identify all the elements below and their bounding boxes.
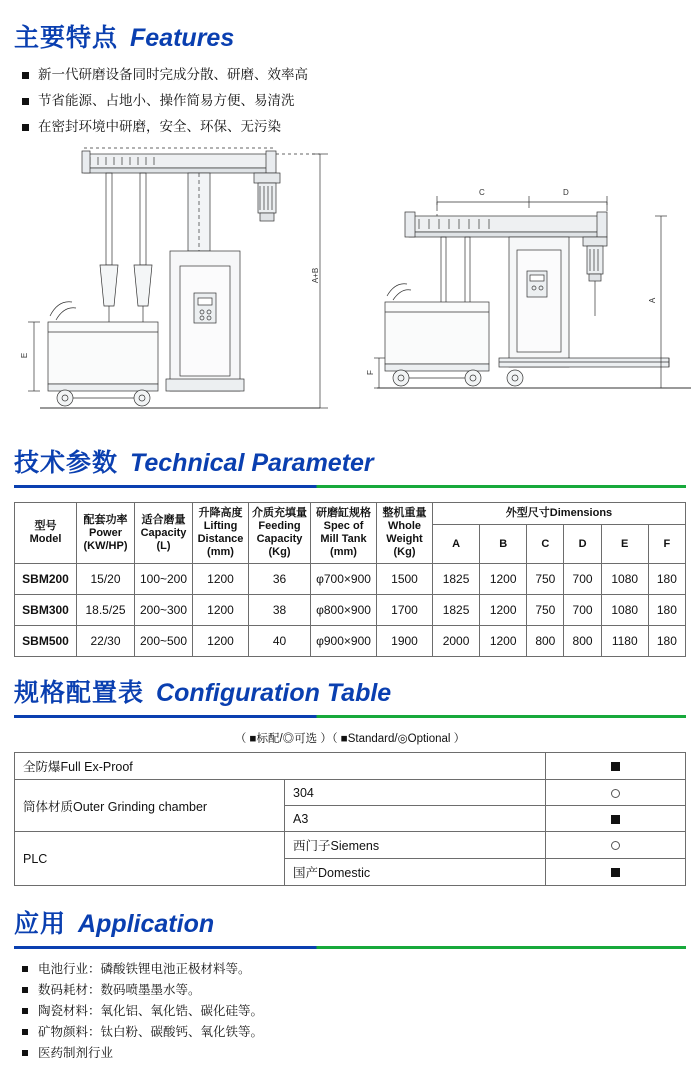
cell-dim-b: 1200 (480, 626, 527, 657)
cell-config-mark (546, 806, 686, 832)
cell-dim-d: 700 (564, 564, 601, 595)
table-row (15, 626, 686, 657)
config-title-en: Configuration Table (156, 679, 392, 707)
th-dimensions-group: 外型尺寸Dimensions (433, 503, 686, 525)
tech-heading (14, 443, 686, 479)
cell-dim-d: 700 (564, 595, 601, 626)
dim-label-e: E (20, 352, 30, 359)
cell-config-mark (546, 753, 686, 780)
standard-marker-icon (611, 868, 620, 877)
table-row (15, 753, 686, 780)
cell-config-mark (546, 832, 686, 859)
cell-dim-c: 750 (527, 595, 564, 626)
cell-tank: φ700×900 (311, 564, 377, 595)
cell-dim-f: 180 (648, 595, 685, 626)
optional-marker-icon (611, 789, 620, 798)
th-dim-b: B (480, 525, 527, 564)
cell-config-option: 西门子Siemens (285, 832, 546, 859)
cell-dim-f: 180 (648, 564, 685, 595)
th-capacity: 适合磨量 Capacity (L) (135, 503, 193, 564)
cell-dim-e: 1080 (601, 595, 648, 626)
cell-feeding: 40 (249, 626, 311, 657)
list-item: 电池行业：磷酸铁锂电池正极材料等。 (20, 959, 686, 980)
cell-lifting: 1200 (193, 626, 249, 657)
application-divider (14, 946, 686, 949)
cell-capacity: 200~500 (135, 626, 193, 657)
th-tank: 研磨缸规格 Spec of Mill Tank (mm) (311, 503, 377, 564)
cell-capacity: 100~200 (135, 564, 193, 595)
application-title-cn: 应用 (14, 910, 67, 938)
cell-config-name: 全防爆Full Ex-Proof (15, 753, 546, 780)
cell-dim-a: 1825 (433, 564, 480, 595)
technical-drawings (14, 146, 686, 441)
tech-divider (14, 485, 686, 488)
tech-parameter-table (14, 502, 686, 657)
config-legend: （ ■标配/◎可选 ）（ ■Standard/◎Optional ） (234, 733, 466, 745)
list-item: 在密封环境中研磨，安全、环保、无污染 (20, 116, 686, 138)
cell-config-name: PLC (15, 832, 285, 886)
cell-config-mark (546, 859, 686, 886)
table-row (15, 595, 686, 626)
dim-label-a-plus-b: A+B (311, 267, 321, 284)
cell-dim-b: 1200 (480, 564, 527, 595)
cell-model: SBM200 (15, 564, 77, 595)
cell-weight: 1900 (377, 626, 433, 657)
dim-label-f: F (365, 370, 375, 375)
cell-model: SBM500 (15, 626, 77, 657)
tech-title-cn: 技术参数 (14, 449, 119, 477)
table-row (15, 564, 686, 595)
cell-lifting: 1200 (193, 595, 249, 626)
optional-marker-icon (611, 841, 620, 850)
cell-dim-c: 750 (527, 564, 564, 595)
th-dim-a: A (433, 525, 480, 564)
cell-dim-f: 180 (648, 626, 685, 657)
th-weight: 整机重量 Whole Weight (Kg) (377, 503, 433, 564)
application-heading (14, 904, 686, 940)
standard-marker-icon (611, 815, 620, 824)
drawing-side-view (365, 146, 699, 441)
tech-title-en: Technical Parameter (130, 449, 374, 477)
application-list (20, 959, 686, 1064)
th-dim-c: C (527, 525, 564, 564)
features-title-cn: 主要特点 (14, 24, 119, 52)
dim-label-c: C (479, 188, 485, 197)
th-feeding: 介质充填量 Feeding Capacity (Kg) (249, 503, 311, 564)
cell-dim-b: 1200 (480, 595, 527, 626)
cell-dim-e: 1080 (601, 564, 648, 595)
cell-lifting: 1200 (193, 564, 249, 595)
th-dim-d: D (564, 525, 601, 564)
list-item: 节省能源、占地小、操作简易方便、易清洗 (20, 90, 686, 112)
th-power: 配套功率 Power (KW/HP) (77, 503, 135, 564)
cell-capacity: 200~300 (135, 595, 193, 626)
cell-power: 22/30 (77, 626, 135, 657)
cell-tank: φ900×900 (311, 626, 377, 657)
dim-label-d: D (563, 188, 569, 197)
cell-dim-d: 800 (564, 626, 601, 657)
cell-config-option: A3 (285, 806, 546, 832)
cell-dim-e: 1180 (601, 626, 648, 657)
table-row (15, 780, 686, 806)
cell-dim-c: 800 (527, 626, 564, 657)
cell-dim-a: 1825 (433, 595, 480, 626)
th-lifting: 升降高度 Lifting Distance (mm) (193, 503, 249, 564)
list-item: 新一代研磨设备同时完成分散、研磨、效率高 (20, 64, 686, 86)
cell-weight: 1500 (377, 564, 433, 595)
cell-config-mark (546, 780, 686, 806)
drawing-front-view (20, 146, 340, 441)
table-header-row (15, 503, 686, 525)
standard-marker-icon (611, 762, 620, 771)
dim-label-a: A (648, 297, 658, 304)
cell-config-option: 304 (285, 780, 546, 806)
th-model: 型号 Model (15, 503, 77, 564)
cell-model: SBM300 (15, 595, 77, 626)
th-dim-e: E (601, 525, 648, 564)
config-title-cn: 规格配置表 (14, 679, 145, 707)
config-divider (14, 715, 686, 718)
list-item: 陶瓷材料：氧化铝、氧化锆、碳化硅等。 (20, 1001, 686, 1022)
list-item: 数码耗材：数码喷墨墨水等。 (20, 980, 686, 1001)
list-item: 医药制剂行业 (20, 1043, 686, 1064)
cell-tank: φ800×900 (311, 595, 377, 626)
features-title-en: Features (130, 24, 235, 52)
cell-config-option: 国产Domestic (285, 859, 546, 886)
cell-feeding: 36 (249, 564, 311, 595)
cell-weight: 1700 (377, 595, 433, 626)
configuration-table (14, 752, 686, 886)
features-list (20, 64, 686, 138)
config-heading (14, 673, 686, 709)
cell-config-name: 筒体材质Outer Grinding chamber (15, 780, 285, 832)
cell-power: 18.5/25 (77, 595, 135, 626)
features-heading (14, 18, 686, 54)
cell-power: 15/20 (77, 564, 135, 595)
th-dim-f: F (648, 525, 685, 564)
table-row (15, 832, 686, 859)
application-title-en: Application (78, 910, 215, 938)
cell-feeding: 38 (249, 595, 311, 626)
list-item: 矿物颜料：钛白粉、碳酸钙、氧化铁等。 (20, 1022, 686, 1043)
cell-dim-a: 2000 (433, 626, 480, 657)
